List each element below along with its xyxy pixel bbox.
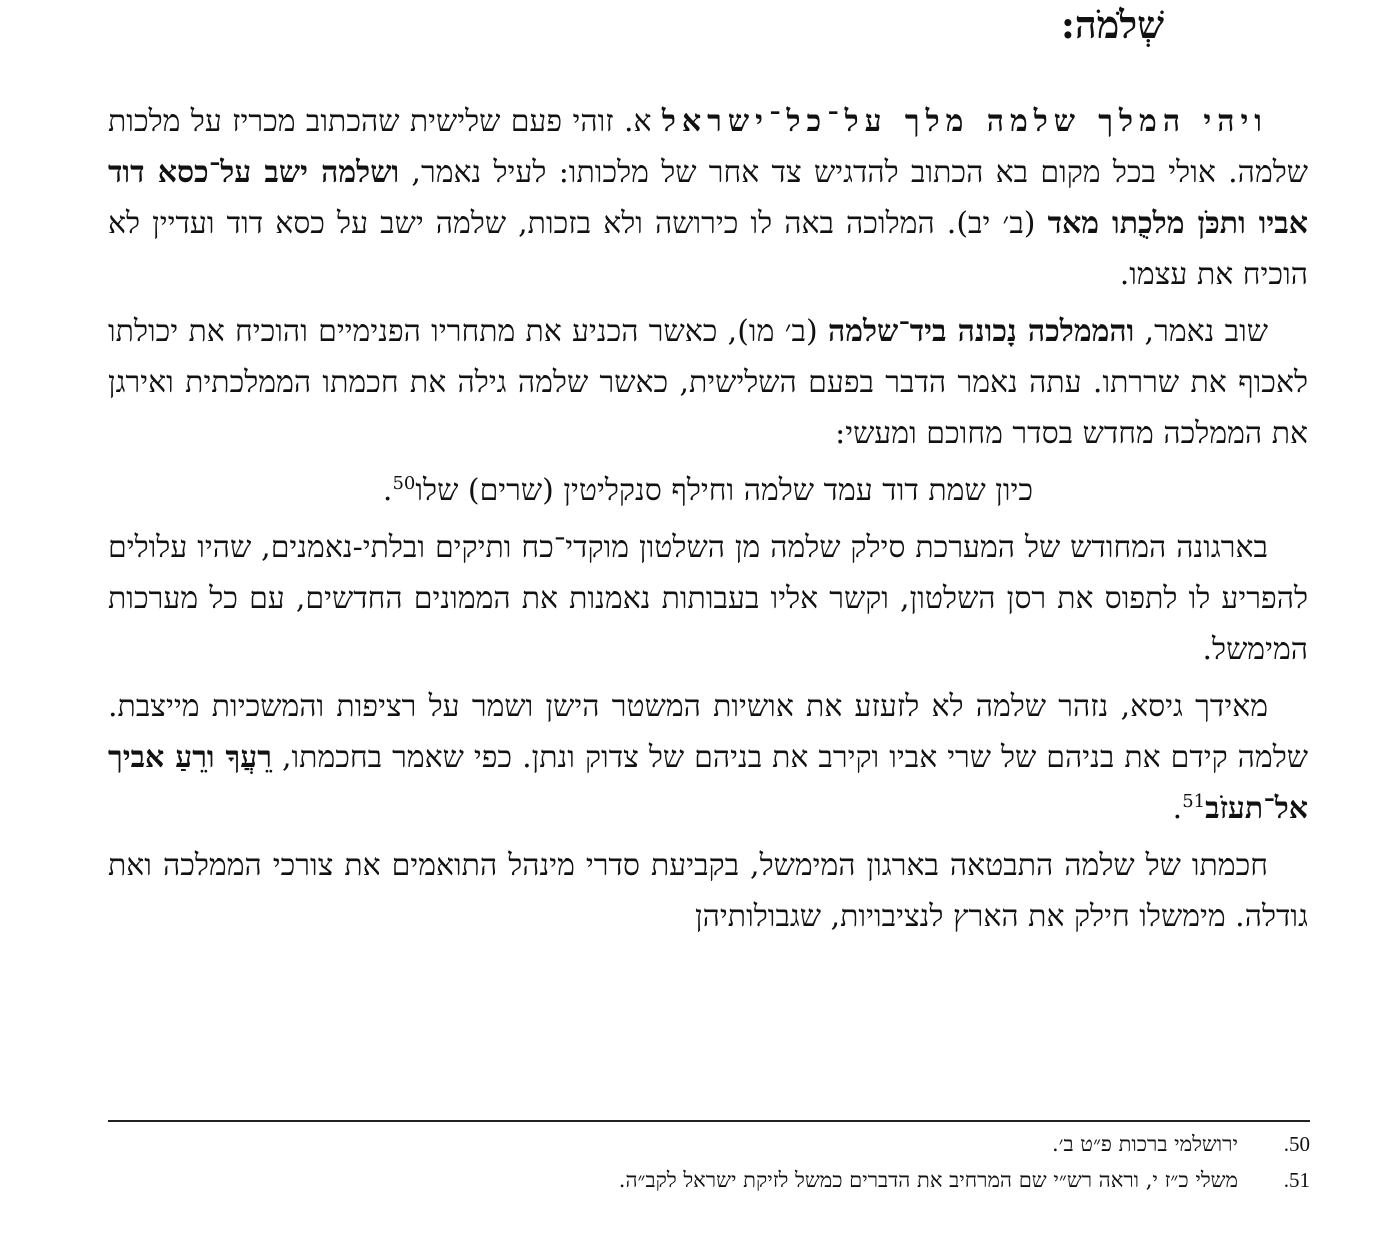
verse-quote: והממלכה נָכונה ביד־שלמה xyxy=(827,314,1135,349)
paragraph-text: (ב׳ מו), כאשר הכניע את מתחריו הפנימיים והוכיח את יכולתו לאכוף את שררתו. עתה נאמר הדבר בפעם השלישית, כאשר שלמה גילה את חכמתו הממלכתית ואירגן את הממלכה מחדש בסדר מחוכם ומעשי: xyxy=(108,314,1308,451)
paragraph-text: בארגונה המחודש של המערכת סילק שלמה מן השלטון מוקדי־כח ותיקים ובלתי-נאמנים, שהיו עלולים להפריע לו לתפוס את רסן השלטון, וקשר אליו בעבותות נאמנות את הממונים החדשים, עם כל מערכות המימשל. xyxy=(108,530,1308,667)
paragraph-6 xyxy=(108,840,1308,942)
paragraph-text: א. זוהי פעם שלישית שהכתוב מכריז על מלכות שלמה. אולי בכל מקום בא הכתוב להדגיש צד אחר של מלכותו: לעיל נאמר, xyxy=(108,104,1308,190)
footnotes xyxy=(108,1126,1310,1198)
footnote-divider xyxy=(108,1120,1310,1122)
verse-quote: ותכֹּן מלכֻתו מאד xyxy=(1047,206,1259,241)
paragraph-4 xyxy=(108,522,1308,675)
page-title: שְׁלֹמֹה: xyxy=(1060,2,1164,47)
paragraph-1 xyxy=(108,96,1308,300)
paragraph-text: חכמתו של שלמה התבטאה בארגון המימשל, בקביעת סדרי מינהל התואמים את צורכי הממלכה ואת גודלה. מימשלו חילק את הארץ לנציבויות, שגבולותיהן xyxy=(108,848,1308,934)
footnote-item xyxy=(108,1162,1310,1198)
paragraph-text: (ב׳ יב). המלוכה באה לו כירושה ולא בזכות, שלמה ישב על כסא דוד ועדיין לא הוכיח את עצמו. xyxy=(108,206,1308,292)
paragraph-text: שוב נאמר, xyxy=(1134,314,1268,349)
paragraph-2 xyxy=(108,306,1308,459)
footnote-text: ירושלמי ברכות פ״ט ב׳. xyxy=(1051,1132,1238,1156)
footnote-text: משלי כ״ז י, וראה רש״י שם המרחיב את הדברים כמשל לזיקת ישראל לקב״ה. xyxy=(618,1168,1238,1192)
paragraph-text: כיון שמת דוד עמד שלמה וחילף סנקליטין (שרים) שלו xyxy=(415,473,1034,508)
footnote-number: .50 xyxy=(1283,1132,1310,1156)
paragraph-text: מאידך גיסא, נזהר שלמה לא לזעזע את אושיות המשטר הישן ושמר על רציפות והמשכיות מייצבת. שלמה קידם את בניהם של שרי אביו וקירב את בניהם של צדוק ונתן. כפי שאמר בחכמתו, xyxy=(108,689,1308,775)
footnote-item xyxy=(108,1126,1310,1162)
verse-quote: ויהי המלך שלמה מלך על־כל־ישראל xyxy=(661,104,1268,139)
footnote-marker: 50 xyxy=(392,473,416,494)
paragraph-text: . xyxy=(382,473,393,508)
paragraph-5 xyxy=(108,681,1308,834)
paragraph-quote xyxy=(108,465,1308,516)
verse-quote: ושלמה ישב על־כסא דוד אביו xyxy=(108,155,1308,241)
verse-quote: רֵעֲךָ ורֵעַ אביך אל־תעזֹב xyxy=(108,740,1308,826)
footnote-marker: 51 xyxy=(1182,791,1206,812)
body-text xyxy=(108,96,1308,948)
paragraph-text: . xyxy=(1172,791,1183,826)
footnote-number: .51 xyxy=(1283,1168,1310,1192)
